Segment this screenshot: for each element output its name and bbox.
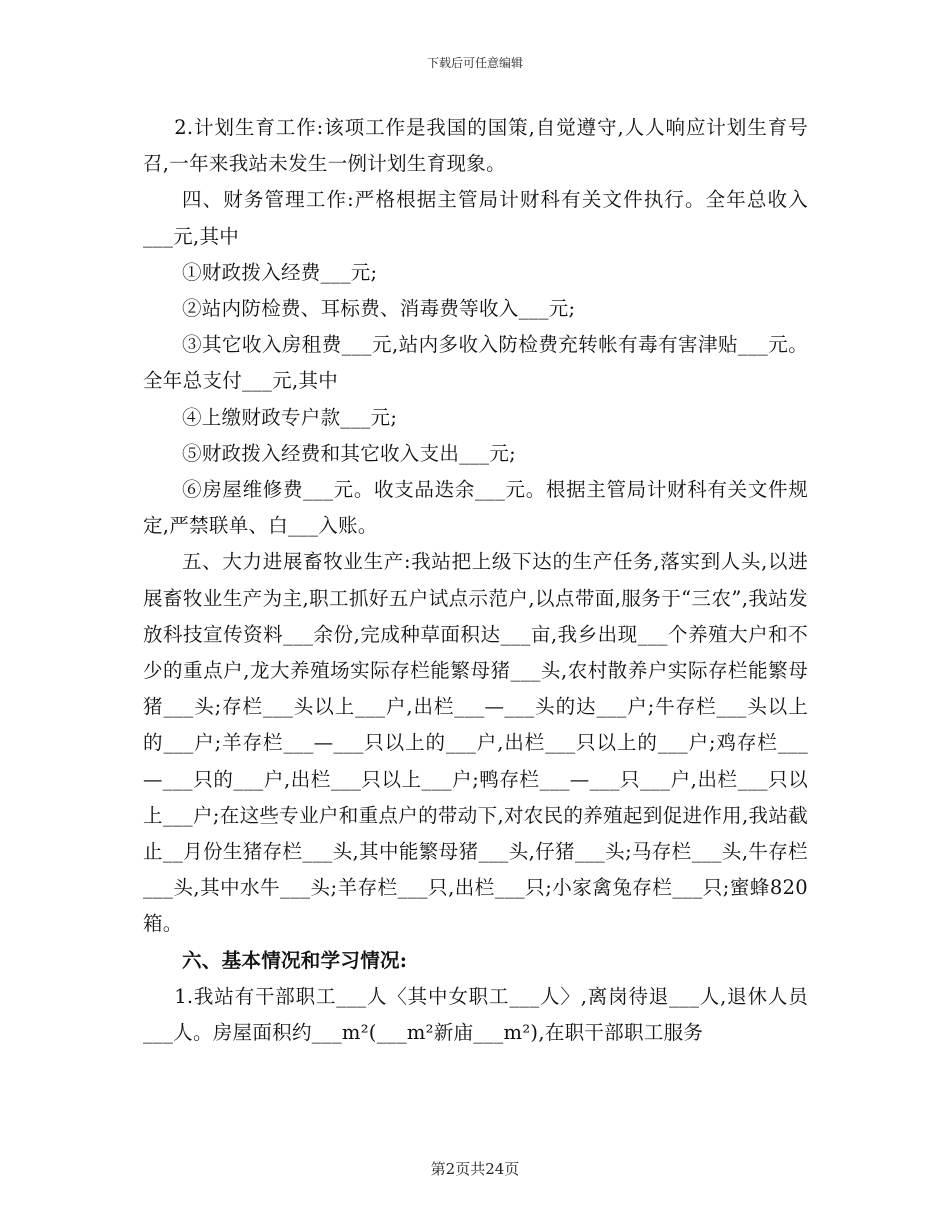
paragraph-livestock: 五、大力进展畜牧业生产:我站把上级下达的生产任务,落实到人头,以进展畜牧业生产为主,职工抓好五户试点示范户,以点带面,服务于“三农”,我站发放科技宣传资料___余份,完成种草面积达___亩,我乡出现___个养殖大户和不少的重点户,龙大养殖场实际存栏能繁母猪___头,农村散养户实际存栏能繁母猪___头;存栏___头以上___户,出栏___—___头的达___户;牛存栏___头以上的___户;羊存栏___—___只以上的___户,出栏___只以上的___户;鸡存栏___—___只的___户,出栏___只以上___户;鸭存栏___—___只___户,出栏___只以上___户;在这些专业户和重点户的带动下,对农民的养殖起到促进作用,我站截止__月份生猪存栏___头,其中能繁母猪___头,仔猪___头;马存栏___头,牛存栏___头,其中水牛___头;羊存栏___只,出栏___只;小家禽兔存栏___只;蜜蜂820箱。 <box>143 550 808 936</box>
paragraph-staff-info: 1.我站有干部职工___人〈其中女职工___人〉,离岗待退___人,退休人员___人。房屋面积约___m²(___m²新庙___m²),在职干部职工服务 <box>143 984 808 1045</box>
finance-item-2: ②站内防检费、耳标费、消毒费等收入___元; <box>182 297 576 321</box>
finance-item-1: ①财政拨入经费___元; <box>182 260 378 284</box>
paragraph-finance-heading: 四、财务管理工作:严格根据主管局计财科有关文件执行。全年总收入___元,其中 <box>143 188 808 248</box>
section-heading-basic-info: 六、基本情况和学习情况: <box>182 948 408 972</box>
finance-item-5: ⑤财政拨入经费和其它收入支出___元; <box>182 441 517 465</box>
page-header: 下载后可任意编辑 <box>426 56 523 70</box>
paragraph-family-planning: 2.计划生育工作:该项工作是我国的国策,自觉遵守,人人响应计划生育号召,一年来我站未发生一例计划生育现象。 <box>143 116 808 176</box>
finance-item-4: ④上缴财政专户款___元; <box>182 405 398 429</box>
document-body <box>143 110 808 1051</box>
page-footer: 第2页共24页 <box>430 1160 520 1178</box>
finance-item-3: ③其它收入房租费___元,站内多收入防检费充转帐有毒有害津贴___元。全年总支付___元,其中 <box>143 333 808 393</box>
finance-item-6: ⑥房屋维修费___元。收支品迭余___元。根据主管局计财科有关文件规定,严禁联单、白___入账。 <box>143 478 808 538</box>
